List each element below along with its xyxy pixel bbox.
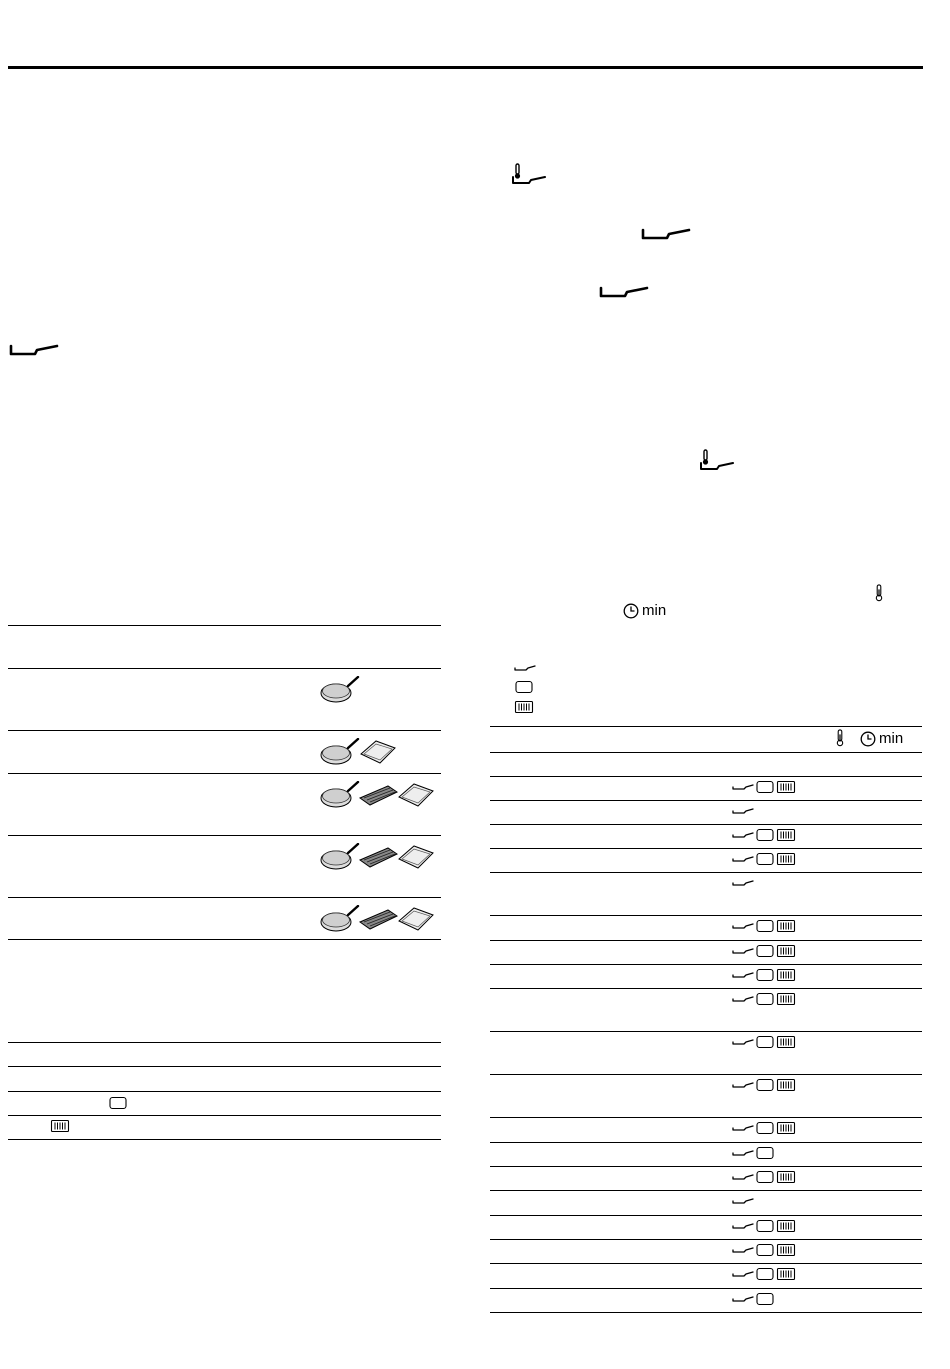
clock-icon — [623, 603, 639, 619]
header-thermometer-icon — [835, 729, 845, 747]
lower-table-rule-3 — [8, 1091, 441, 1092]
row-grill-pan-icon — [776, 919, 796, 933]
right-table-row-rule — [490, 1263, 922, 1264]
right-table-row-rule — [490, 988, 922, 989]
timer-unit: min — [642, 602, 667, 619]
row-grill-pan-icon — [776, 1267, 796, 1281]
thermometer-pan-icon-2 — [700, 449, 734, 471]
row-standard-pan-icon — [755, 828, 775, 842]
right-table-row-rule — [490, 915, 922, 916]
thermometer-pan-icon — [512, 163, 546, 185]
frying-pan-icon — [320, 905, 360, 933]
row-pan-icon — [732, 922, 754, 930]
standard-pan-icon — [396, 905, 436, 933]
row-grill-pan-icon — [776, 1219, 796, 1233]
header-timer-unit: min — [879, 730, 904, 747]
legend-standard-pan-icon — [514, 680, 534, 694]
row-standard-pan-icon — [755, 1267, 775, 1281]
row-grill-pan-icon — [776, 828, 796, 842]
row-grill-pan-icon — [776, 1078, 796, 1092]
right-table-row-rule — [490, 800, 922, 801]
row-standard-pan-icon — [755, 1035, 775, 1049]
frying-pan-icon — [320, 781, 360, 809]
row-pan-icon — [732, 1222, 754, 1230]
row-standard-pan-icon — [755, 1243, 775, 1257]
row-pan-icon — [732, 1173, 754, 1181]
row-grill-pan-icon — [776, 944, 796, 958]
pan-symbol-icon-2 — [640, 226, 692, 240]
right-table-row-rule — [490, 1166, 922, 1167]
row-grill-pan-icon — [776, 780, 796, 794]
right-table-top-rule — [490, 726, 922, 727]
header-clock-icon — [860, 731, 876, 747]
row-grill-pan-icon — [776, 1170, 796, 1184]
lower-standard-pan-icon — [108, 1096, 128, 1110]
row-standard-pan-icon — [755, 992, 775, 1006]
row-grill-pan-icon — [776, 852, 796, 866]
grill-pan-icon — [358, 781, 398, 809]
row-standard-pan-icon — [755, 1219, 775, 1233]
right-table-row-rule — [490, 1074, 922, 1075]
right-table-bottom-rule — [490, 1312, 922, 1313]
right-table-row-rule — [490, 1239, 922, 1240]
row-pan-icon — [732, 807, 754, 815]
row-pan-icon — [732, 1197, 754, 1205]
standard-pan-icon — [396, 781, 436, 809]
legend-grill-pan-icon — [514, 700, 534, 714]
row-grill-pan-icon — [776, 1035, 796, 1049]
row-standard-pan-icon — [755, 1078, 775, 1092]
row-pan-icon — [732, 783, 754, 791]
row-pan-icon — [732, 1295, 754, 1303]
row-standard-pan-icon — [755, 852, 775, 866]
row-standard-pan-icon — [755, 1146, 775, 1160]
row-pan-icon — [732, 1270, 754, 1278]
grill-pan-icon — [358, 905, 398, 933]
row-standard-pan-icon — [755, 780, 775, 794]
row-pan-icon — [732, 1246, 754, 1254]
row-pan-icon — [732, 947, 754, 955]
row-pan-icon — [732, 1124, 754, 1132]
row-grill-pan-icon — [776, 968, 796, 982]
row-pan-icon — [732, 995, 754, 1003]
thermometer-icon — [874, 584, 884, 602]
lower-table-rule-1 — [8, 1042, 441, 1043]
left-table-rule — [8, 773, 441, 774]
right-table-row-rule — [490, 752, 922, 753]
right-table-row-rule — [490, 1142, 922, 1143]
frying-pan-icon — [320, 676, 360, 704]
left-table-rule — [8, 668, 441, 669]
right-table-row-rule — [490, 964, 922, 965]
row-grill-pan-icon — [776, 992, 796, 1006]
lower-grill-pan-icon — [50, 1119, 70, 1133]
left-table-rule — [8, 939, 441, 940]
row-pan-icon — [732, 971, 754, 979]
row-standard-pan-icon — [755, 1121, 775, 1135]
row-standard-pan-icon — [755, 1170, 775, 1184]
frying-pan-icon — [320, 843, 360, 871]
right-table-row-rule — [490, 776, 922, 777]
row-pan-icon — [732, 1081, 754, 1089]
row-standard-pan-icon — [755, 919, 775, 933]
row-pan-icon — [732, 1038, 754, 1046]
left-table-rule — [8, 835, 441, 836]
row-pan-icon — [732, 855, 754, 863]
standard-pan-icon — [358, 738, 398, 766]
grill-pan-icon — [358, 843, 398, 871]
left-table-rule — [8, 897, 441, 898]
row-pan-icon — [732, 1149, 754, 1157]
right-table-row-rule — [490, 1117, 922, 1118]
row-standard-pan-icon — [755, 944, 775, 958]
right-table-row-rule — [490, 848, 922, 849]
lower-table-rule-4 — [8, 1115, 441, 1116]
timer-label — [623, 602, 666, 619]
right-table-row-rule — [490, 1288, 922, 1289]
row-pan-icon — [732, 879, 754, 887]
lower-table-rule-5 — [8, 1139, 441, 1140]
right-table-row-rule — [490, 940, 922, 941]
right-table-row-rule — [490, 1215, 922, 1216]
row-grill-pan-icon — [776, 1243, 796, 1257]
row-pan-icon — [732, 831, 754, 839]
legend-pan-icon — [514, 664, 536, 672]
pan-symbol-icon-3 — [598, 284, 650, 298]
lower-table-rule-2 — [8, 1066, 441, 1067]
right-table-row-rule — [490, 1190, 922, 1191]
row-standard-pan-icon — [755, 1292, 775, 1306]
row-standard-pan-icon — [755, 968, 775, 982]
left-table-rule — [8, 625, 441, 626]
standard-pan-icon — [396, 843, 436, 871]
frying-pan-icon — [320, 738, 360, 766]
top-rule — [8, 66, 923, 69]
left-table-rule — [8, 730, 441, 731]
right-table-row-rule — [490, 872, 922, 873]
right-table-row-rule — [490, 1031, 922, 1032]
pan-symbol-icon — [8, 342, 60, 356]
right-table-row-rule — [490, 824, 922, 825]
row-grill-pan-icon — [776, 1121, 796, 1135]
header-timer-label — [860, 730, 903, 747]
